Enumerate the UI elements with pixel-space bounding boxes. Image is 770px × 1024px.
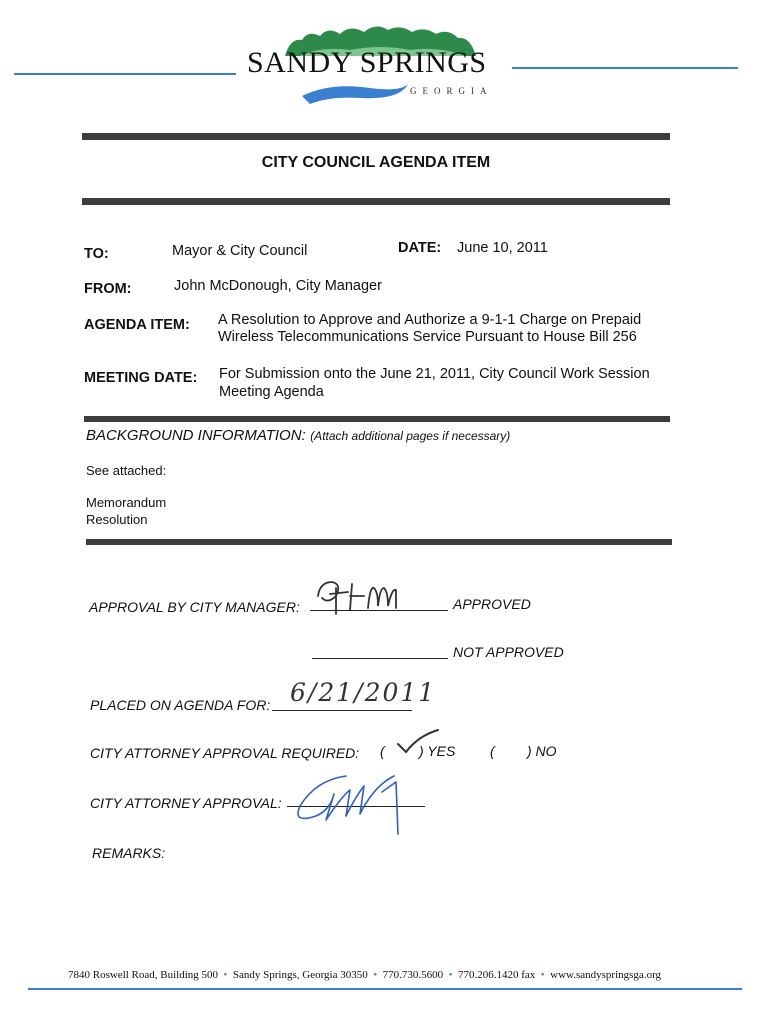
not-approved-label: NOT APPROVED bbox=[453, 644, 564, 660]
see-attached: See attached: bbox=[86, 463, 167, 478]
background-rule-top bbox=[84, 416, 670, 422]
background-heading-row bbox=[86, 427, 510, 445]
header-rule-left bbox=[14, 73, 236, 75]
footer-website-link[interactable]: www.sandyspringsga.org bbox=[550, 969, 662, 981]
approved-label: APPROVED bbox=[453, 596, 531, 612]
from-value: John McDonough, City Manager bbox=[174, 278, 382, 294]
placed-on-agenda-value: 6/21/2011 bbox=[290, 678, 437, 707]
logo-river-icon bbox=[300, 78, 410, 106]
city-manager-approval-line bbox=[310, 610, 448, 611]
logo-text: SANDY SPRINGS bbox=[247, 46, 487, 79]
city-manager-approval-label: APPROVAL BY CITY MANAGER: bbox=[89, 599, 300, 615]
agenda-item-line1: A Resolution to Approve and Authorize a 9-1-1 Charge on Prepaid bbox=[218, 312, 642, 328]
date-value: June 10, 2011 bbox=[457, 240, 548, 256]
from-label: FROM: bbox=[84, 281, 132, 297]
meeting-date-line1: For Submission onto the June 21, 2011, City Council Work Session bbox=[219, 366, 650, 382]
background-note: (Attach additional pages if necessary) bbox=[310, 429, 511, 443]
footer-phone: 770.730.5600 bbox=[382, 969, 444, 981]
footer-city: Sandy Springs, Georgia 30350 bbox=[232, 969, 368, 981]
placed-on-agenda-label: PLACED ON AGENDA FOR: bbox=[90, 697, 271, 713]
city-attorney-signature-icon bbox=[286, 766, 426, 840]
no-open-paren: ( bbox=[490, 743, 495, 759]
placed-on-agenda-line bbox=[272, 710, 412, 711]
attachment-item: Memorandum bbox=[86, 495, 167, 510]
agenda-item-label: AGENDA ITEM: bbox=[84, 317, 190, 333]
yes-label: ) YES bbox=[419, 743, 456, 759]
footer-contact: 7840 Roswell Road, Building 500 • Sandy Springs, Georgia 30350 • 770.730.5600 • 770.206.1420 fax • www.sandyspringsga.org bbox=[68, 969, 662, 981]
title-rule-bottom bbox=[82, 198, 670, 205]
page-title: CITY COUNCIL AGENDA ITEM bbox=[261, 154, 491, 171]
background-rule-bottom bbox=[86, 539, 672, 545]
yes-open-paren: ( bbox=[380, 743, 385, 759]
date-label: DATE: bbox=[398, 240, 442, 256]
footer-rule bbox=[28, 988, 742, 990]
attorney-required-label: CITY ATTORNEY APPROVAL REQUIRED: bbox=[90, 745, 360, 761]
remarks-label: REMARKS: bbox=[92, 845, 166, 861]
background-heading: BACKGROUND INFORMATION: bbox=[86, 427, 306, 444]
to-value: Mayor & City Council bbox=[172, 243, 308, 259]
city-manager-signature-icon bbox=[312, 574, 402, 618]
no-label: ) NO bbox=[527, 743, 557, 759]
not-approved-line bbox=[312, 658, 448, 659]
to-label: TO: bbox=[84, 246, 109, 262]
footer-address: 7840 Roswell Road, Building 500 bbox=[68, 969, 219, 981]
city-attorney-approval-label: CITY ATTORNEY APPROVAL: bbox=[90, 795, 282, 811]
attachment-item: Resolution bbox=[86, 512, 148, 527]
meeting-date-line2: Meeting Agenda bbox=[219, 384, 324, 400]
logo-subtitle: GEORGIA bbox=[410, 86, 493, 96]
header-rule-right bbox=[512, 67, 738, 69]
meeting-date-label: MEETING DATE: bbox=[84, 370, 198, 386]
agenda-item-line2: Wireless Telecommunications Service Pursuant to House Bill 256 bbox=[218, 329, 637, 345]
title-rule-top bbox=[82, 133, 670, 140]
footer-fax: 770.206.1420 fax bbox=[457, 969, 536, 981]
